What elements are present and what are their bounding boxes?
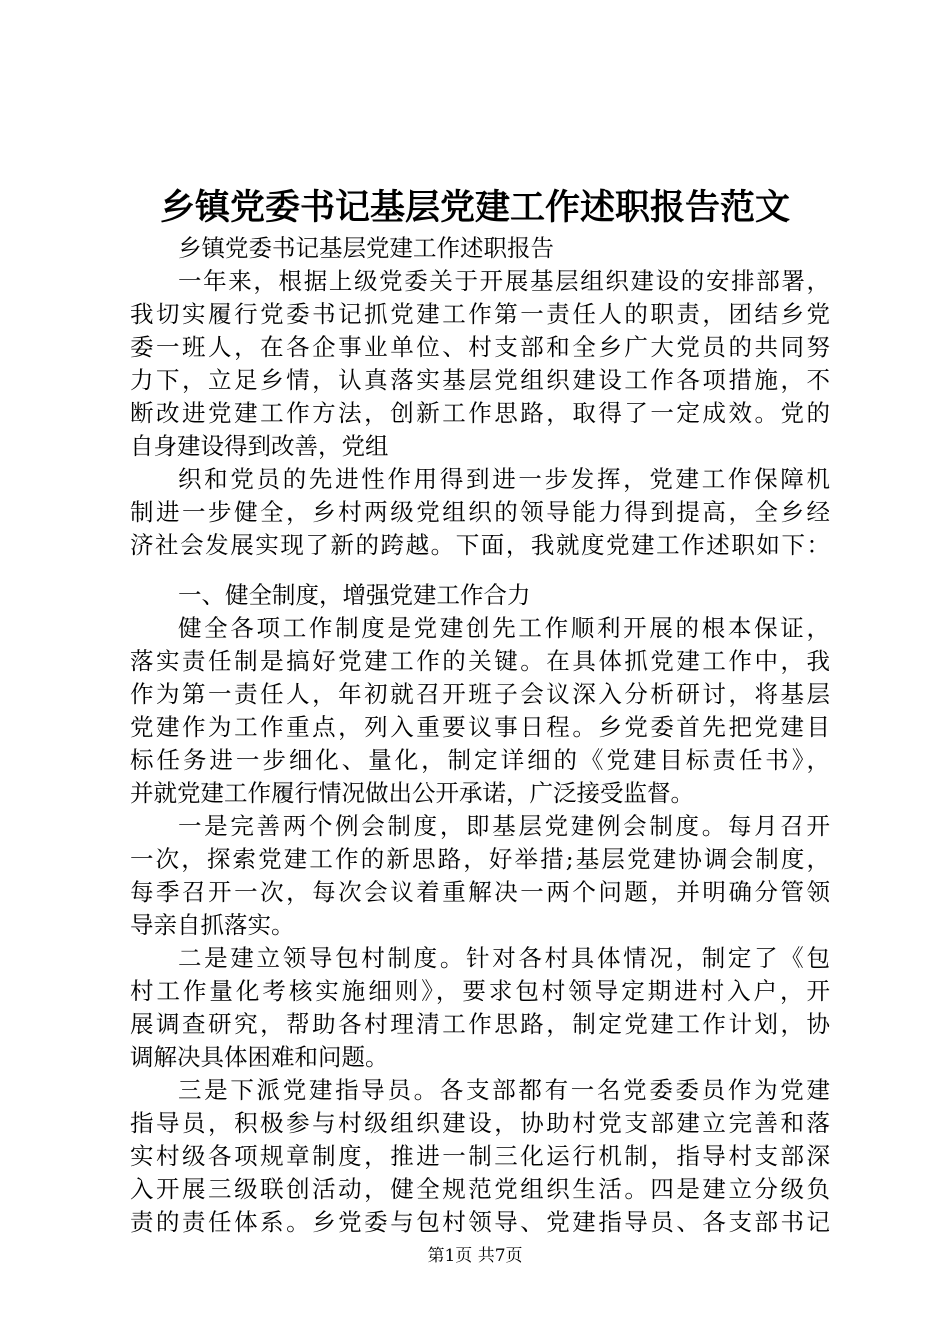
paragraph-line: 展调查研究，帮助各村理清工作思路，制定党建工作计划，协 (130, 1010, 830, 1038)
paragraph-line: 力下，立足乡情，认真落实基层党组织建设工作各项措施，不 (130, 366, 830, 394)
paragraph-line: 标任务进一步细化、量化，制定详细的《党建目标责任书》， (130, 746, 830, 774)
document-body (130, 232, 830, 1239)
paragraph-line: 二是建立领导包村制度。针对各村具体情况，制定了《包 (178, 944, 830, 972)
paragraph-line: 织和党员的先进性作用得到进一步发挥，党建工作保障机 (178, 465, 830, 493)
paragraph-line: 村工作量化考核实施细则》，要求包村领导定期进村入户，开 (130, 977, 830, 1005)
paragraph-line: 导亲自抓落实。 (130, 911, 295, 939)
paragraph-line: 入开展三级联创活动，健全规范党组织生活。四是建立分级负 (130, 1175, 830, 1203)
paragraph-line: 济社会发展实现了新的跨越。下面，我就度党建工作述职如下： (130, 531, 830, 559)
paragraph-line: 断改进党建工作方法，创新工作思路，取得了一定成效。党的 (130, 399, 830, 427)
paragraph-line: 党建作为工作重点，列入重要议事日程。乡党委首先把党建目 (130, 713, 830, 741)
paragraph-line: 健全各项工作制度是党建创先工作顺利开展的根本保证， (178, 614, 830, 642)
paragraph-line: 实村级各项规章制度，推进一制三化运行机制，指导村支部深 (130, 1142, 830, 1170)
paragraph-line: 我切实履行党委书记抓党建工作第一责任人的职责，团结乡党 (130, 300, 830, 328)
section-heading: 一、健全制度，增强党建工作合力 (178, 581, 531, 609)
paragraph-line: 调解决具体困难和问题。 (130, 1043, 389, 1071)
page-number-footer: 第1页 共7页 (427, 1246, 523, 1266)
paragraph-line: 并就党建工作履行情况做出公开承诺，广泛接受监督。 (130, 779, 694, 807)
paragraph-line: 三是下派党建指导员。各支部都有一名党委委员作为党建 (178, 1076, 830, 1104)
paragraph-line: 委一班人，在各企事业单位、村支部和全乡广大党员的共同努 (130, 333, 830, 361)
paragraph-line: 自身建设得到改善，党组 (130, 432, 389, 460)
paragraph-line: 制进一步健全，乡村两级党组织的领导能力得到提高，全乡经 (130, 498, 830, 526)
paragraph-gap (130, 562, 830, 579)
paragraph-line: 责的责任体系。乡党委与包村领导、党建指导员、各支部书记 (130, 1208, 830, 1236)
document-title: 乡镇党委书记基层党建工作述职报告范文 (159, 187, 790, 228)
subtitle-line: 乡镇党委书记基层党建工作述职报告 (178, 234, 554, 262)
paragraph-line: 一是完善两个例会制度，即基层党建例会制度。每月召开 (178, 812, 830, 840)
paragraph-line: 每季召开一次，每次会议着重解决一两个问题，并明确分管领 (130, 878, 830, 906)
paragraph-line: 一年来，根据上级党委关于开展基层组织建设的安排部署， (178, 267, 830, 295)
paragraph-line: 一次，探索党建工作的新思路，好举措;基层党建协调会制度， (130, 845, 830, 873)
paragraph-line: 作为第一责任人，年初就召开班子会议深入分析研讨，将基层 (130, 680, 830, 708)
paragraph-line: 指导员，积极参与村级组织建设，协助村党支部建立完善和落 (130, 1109, 830, 1137)
paragraph-line: 落实责任制是搞好党建工作的关键。在具体抓党建工作中，我 (130, 647, 830, 675)
